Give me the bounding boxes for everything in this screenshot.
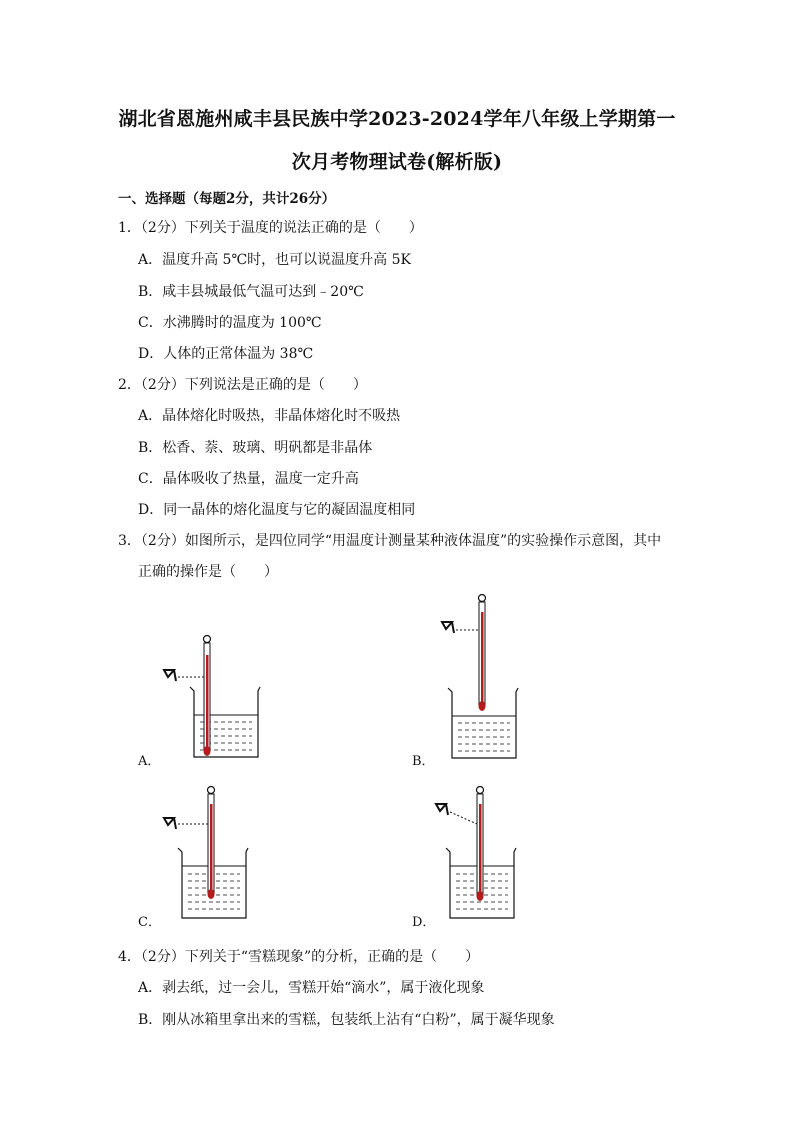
- figure-c-label: C．: [138, 915, 161, 930]
- question-3-stem-line-1: 3．（2分）如图所示，是四位同学“用温度计测量某种液体温度”的实验操作示意图，其中: [118, 533, 662, 549]
- question-4-option-a: A．剥去纸，过一会儿，雪糕开始“滴水”，属于液化现象: [138, 980, 485, 996]
- figure-d-label: D．: [412, 915, 436, 930]
- question-2-option-a: A．晶体熔化时吸热，非晶体熔化时不吸热: [138, 408, 401, 424]
- figure-d-thermometer-setup: [430, 782, 550, 926]
- page-title-line-2: 次月考物理试卷(解析版): [291, 151, 503, 173]
- figure-a-label: A．: [138, 754, 161, 769]
- question-2-option-c: C．晶体吸收了热量，温度一定升高: [138, 471, 359, 487]
- question-3-stem-line-2: 正确的操作是（ ）: [138, 564, 278, 580]
- question-1-stem: 1．（2分）下列关于温度的说法正确的是（ ）: [118, 220, 423, 236]
- question-2-option-d: D．同一晶体的熔化温度与它的凝固温度相同: [138, 502, 416, 518]
- question-1-option-b: B．咸丰县城最低气温可达到﹣20℃: [138, 284, 364, 300]
- question-1-option-a: A．温度升高 5℃时，也可以说温度升高 5K: [138, 252, 411, 268]
- figure-b-thermometer-setup: [430, 588, 550, 770]
- question-2-option-b: B．松香、萘、玻璃、明矾都是非晶体: [138, 440, 373, 456]
- question-1-option-c: C．水沸腾时的温度为 100℃: [138, 315, 322, 331]
- question-4-stem: 4．（2分）下列关于“雪糕现象”的分析，正确的是（ ）: [118, 949, 480, 965]
- question-1-option-d: D．人体的正常体温为 38℃: [138, 346, 314, 362]
- page-title-line-1: 湖北省恩施州咸丰县民族中学2023-2024学年八年级上学期第一: [118, 108, 676, 130]
- figure-a-thermometer-setup: [150, 625, 270, 769]
- section-heading: 一、选择题（每题2分，共计26分）: [118, 191, 336, 207]
- figure-c-thermometer-setup: [160, 782, 280, 926]
- question-4-option-b: B．刚从冰箱里拿出来的雪糕，包装纸上沾有“白粉”，属于凝华现象: [138, 1012, 555, 1028]
- question-2-stem: 2．（2分）下列说法是正确的是（ ）: [118, 377, 367, 393]
- figure-b-label: B．: [412, 754, 435, 769]
